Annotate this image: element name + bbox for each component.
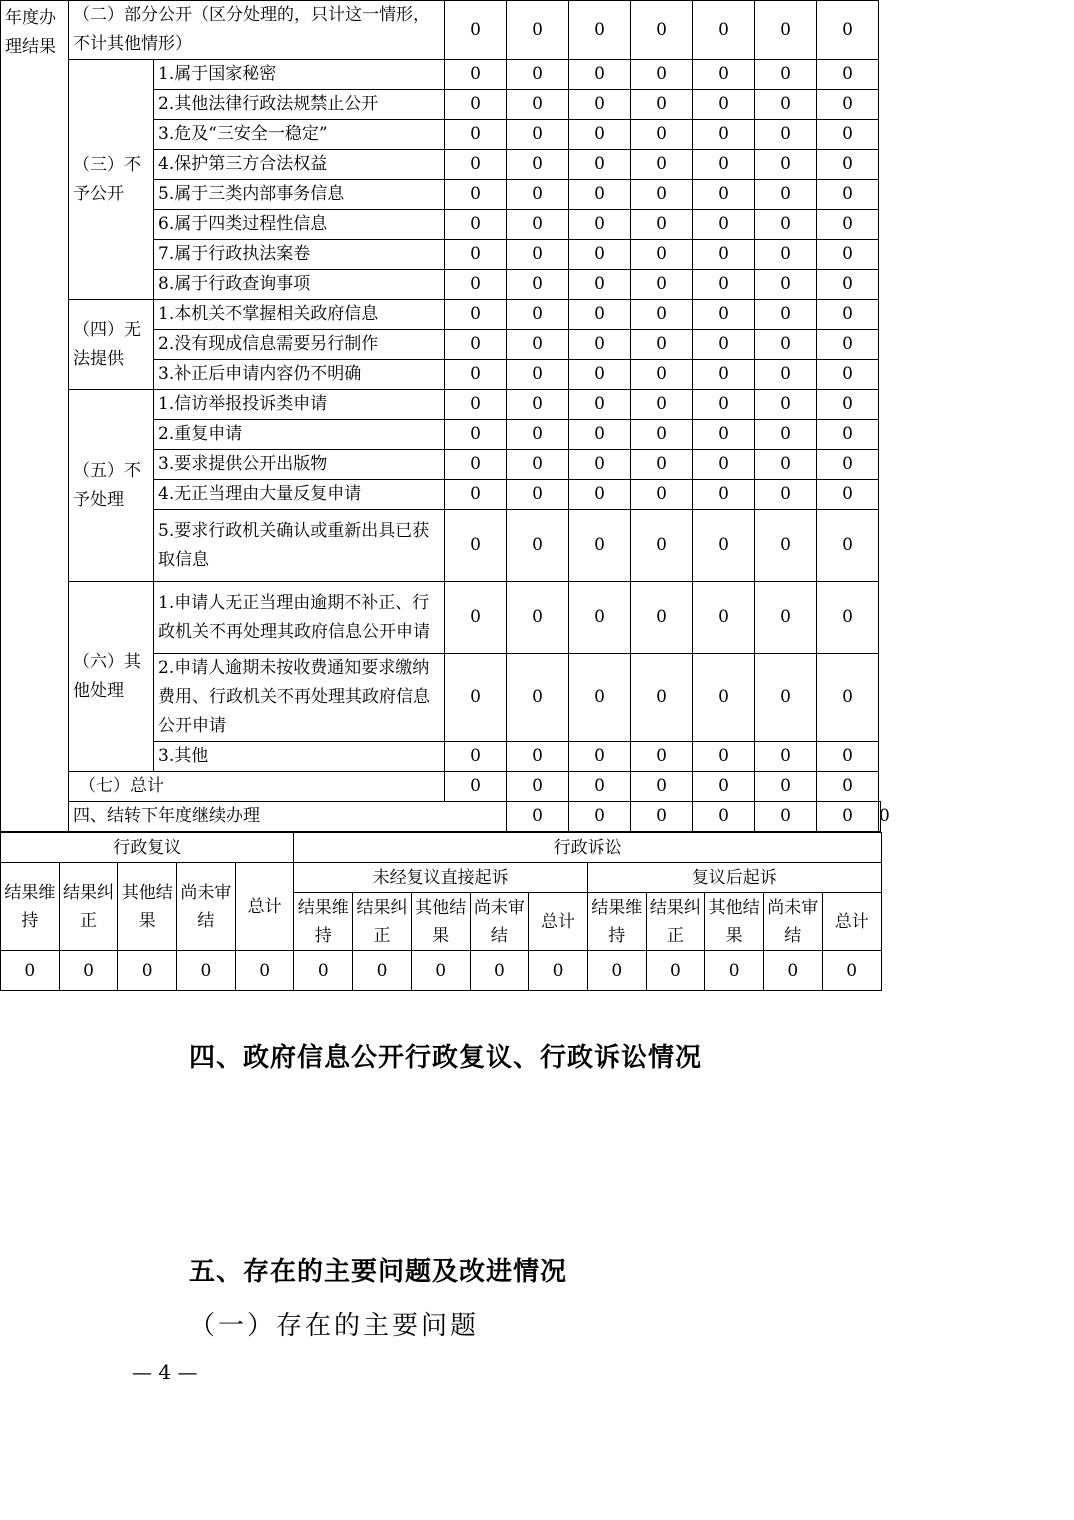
value-cell: 0 [445,120,507,150]
value-cell: 0 [879,802,881,832]
value-cell: 0 [507,180,569,210]
value-cell: 0 [569,450,631,480]
col-label: 其他结果 [411,893,470,951]
value-cell: 0 [755,390,817,420]
value-cell: 0 [631,300,693,330]
value-cell: 0 [445,180,507,210]
value-cell: 0 [755,90,817,120]
value-cell: 0 [631,450,693,480]
value-cell: 0 [569,240,631,270]
col-label: 其他结果 [705,893,764,951]
value-cell: 0 [507,120,569,150]
value-cell: 0 [445,210,507,240]
item-label: 2.申请人逾期未按收费通知要求缴纳费用、行政机关不再处理其政府信息公开申请 [154,654,445,742]
item-label: 3.危及“三安全一稳定” [154,120,445,150]
value-cell: 0 [755,240,817,270]
value-cell: 0 [507,60,569,90]
value-cell: 0 [445,654,507,742]
item-label: 8.属于行政查询事项 [154,270,445,300]
value-cell: 0 [445,450,507,480]
group-label-group_3: （三）不予公开 [69,60,154,300]
value-cell: 0 [822,951,881,991]
value-cell: 0 [693,90,755,120]
value-cell: 0 [755,450,817,480]
value-cell: 0 [569,300,631,330]
value-cell: 0 [817,582,879,654]
value-cell: 0 [569,90,631,120]
value-cell: 0 [817,360,879,390]
value-cell: 0 [693,802,755,832]
value-cell: 0 [817,210,879,240]
value-cell: 0 [693,420,755,450]
value-cell: 0 [693,180,755,210]
col-label: 结果纠正 [353,893,412,951]
value-cell: 0 [470,951,529,991]
value-cell: 0 [445,240,507,270]
partial-open-label: （二）部分公开（区分处理的，只计这一情形，不计其他情形） [69,1,445,60]
value-cell: 0 [817,654,879,742]
col-label: 其他结果 [118,863,177,951]
value-cell: 0 [693,300,755,330]
value-cell: 0 [817,90,879,120]
value-cell: 0 [445,270,507,300]
value-cell: 0 [631,582,693,654]
value-cell: 0 [763,951,822,991]
value-cell: 0 [507,240,569,270]
item-label: 1.信访举报投诉类申请 [154,390,445,420]
value-cell: 0 [631,510,693,582]
value-cell: 0 [755,772,817,802]
value-cell: 0 [569,420,631,450]
value-cell: 0 [631,150,693,180]
value-cell: 0 [1,951,60,991]
review-header: 行政复议 [1,833,294,863]
value-cell: 0 [569,480,631,510]
value-cell: 0 [569,654,631,742]
value-cell: 0 [445,510,507,582]
value-cell: 0 [631,240,693,270]
value-cell: 0 [755,60,817,90]
item-label: 5.属于三类内部事务信息 [154,180,445,210]
value-cell: 0 [353,951,412,991]
value-cell: 0 [529,951,588,991]
value-cell: 0 [411,951,470,991]
value-cell: 0 [693,120,755,150]
value-cell: 0 [569,210,631,240]
value-cell: 0 [817,180,879,210]
item-label: 3.补正后申请内容仍不明确 [154,360,445,390]
value-cell: 0 [693,270,755,300]
value-cell: 0 [445,330,507,360]
value-cell: 0 [755,1,817,60]
value-cell: 0 [507,654,569,742]
value-cell: 0 [755,210,817,240]
col-label: 结果纠正 [59,863,118,951]
annual-results-table [0,0,890,832]
value-cell: 0 [507,420,569,450]
row-header-text: 年度办理结果 [5,8,56,57]
value-cell: 0 [569,772,631,802]
value-cell: 0 [631,120,693,150]
item-label: 2.没有现成信息需要另行制作 [154,330,445,360]
value-cell: 0 [755,802,817,832]
value-cell: 0 [445,480,507,510]
value-cell: 0 [631,802,693,832]
value-cell: 0 [445,300,507,330]
after-review-header: 复议后起诉 [587,863,881,893]
value-cell: 0 [817,742,879,772]
section-5-title: 五、存在的主要问题及改进情况 [189,1257,568,1287]
value-cell: 0 [507,360,569,390]
value-cell: 0 [755,480,817,510]
col-label: 结果维持 [1,863,60,951]
value-cell: 0 [507,270,569,300]
value-cell: 0 [646,951,705,991]
direct-header: 未经复议直接起诉 [294,863,587,893]
value-cell: 0 [507,1,569,60]
value-cell: 0 [507,510,569,582]
value-cell: 0 [693,390,755,420]
value-cell: 0 [693,360,755,390]
col-label: 结果维持 [587,893,646,951]
value-cell: 0 [817,120,879,150]
row-header-label [1,1,69,832]
value-cell: 0 [755,120,817,150]
value-cell: 0 [755,330,817,360]
item-label: 2.重复申请 [154,420,445,450]
value-cell: 0 [507,300,569,330]
value-cell: 0 [631,772,693,802]
value-cell: 0 [693,582,755,654]
value-cell: 0 [569,510,631,582]
value-cell: 0 [445,582,507,654]
item-label: 4.保护第三方合法权益 [154,150,445,180]
value-cell: 0 [507,450,569,480]
value-cell: 0 [631,654,693,742]
value-cell: 0 [569,360,631,390]
item-label: 3.其他 [154,742,445,772]
value-cell: 0 [569,150,631,180]
value-cell: 0 [445,150,507,180]
value-cell: 0 [817,270,879,300]
item-label: 1.本机关不掌握相关政府信息 [154,300,445,330]
value-cell: 0 [693,654,755,742]
value-cell: 0 [631,60,693,90]
value-cell: 0 [693,240,755,270]
value-cell: 0 [631,90,693,120]
value-cell: 0 [569,60,631,90]
value-cell: 0 [755,742,817,772]
item-label: 2.其他法律行政法规禁止公开 [154,90,445,120]
value-cell: 0 [693,330,755,360]
col-label: 结果纠正 [646,893,705,951]
value-cell: 0 [693,772,755,802]
value-cell: 0 [817,60,879,90]
value-cell: 0 [507,390,569,420]
value-cell: 0 [507,742,569,772]
value-cell: 0 [817,510,879,582]
item-label: 3.要求提供公开出版物 [154,450,445,480]
review-litigation-table [0,832,882,991]
value-cell: 0 [507,150,569,180]
value-cell: 0 [631,180,693,210]
value-cell: 0 [569,330,631,360]
value-cell: 0 [569,582,631,654]
value-cell: 0 [445,742,507,772]
value-cell: 0 [817,330,879,360]
value-cell: 0 [817,480,879,510]
col-label: 结果维持 [294,893,353,951]
value-cell: 0 [755,180,817,210]
value-cell: 0 [177,951,236,991]
value-cell: 0 [445,90,507,120]
value-cell: 0 [569,180,631,210]
value-cell: 0 [631,742,693,772]
value-cell: 0 [693,150,755,180]
page-number: — 4 — [132,1360,198,1384]
group-label-group_4: （四）无法提供 [69,300,154,390]
col-label: 总计 [822,893,881,951]
value-cell: 0 [507,480,569,510]
value-cell: 0 [445,772,507,802]
value-cell: 0 [294,951,353,991]
item-label: 6.属于四类过程性信息 [154,210,445,240]
item-label: 7.属于行政执法案卷 [154,240,445,270]
value-cell: 0 [817,1,879,60]
value-cell: 0 [507,90,569,120]
value-cell: 0 [755,300,817,330]
value-cell: 0 [569,270,631,300]
value-cell: 0 [817,420,879,450]
col-label: 尚未审结 [470,893,529,951]
col-label: 尚未审结 [763,893,822,951]
value-cell: 0 [755,510,817,582]
value-cell: 0 [705,951,764,991]
value-cell: 0 [693,742,755,772]
value-cell: 0 [817,772,879,802]
litigation-header: 行政诉讼 [294,833,881,863]
value-cell: 0 [631,210,693,240]
value-cell: 0 [507,330,569,360]
value-cell: 0 [569,390,631,420]
value-cell: 0 [445,360,507,390]
value-cell: 0 [445,1,507,60]
item-label: 4.无正当理由大量反复申请 [154,480,445,510]
value-cell: 0 [631,330,693,360]
section-5-subtitle: （一）存在的主要问题 [189,1311,480,1341]
value-cell: 0 [693,210,755,240]
value-cell: 0 [631,480,693,510]
value-cell: 0 [445,60,507,90]
value-cell: 0 [507,210,569,240]
value-cell: 0 [631,1,693,60]
group-label-group_5: （五）不予处理 [69,390,154,582]
value-cell: 0 [693,60,755,90]
item-label: 5.要求行政机关确认或重新出具已获取信息 [154,510,445,582]
value-cell: 0 [755,420,817,450]
value-cell: 0 [755,582,817,654]
value-cell: 0 [631,270,693,300]
item-label: 1.申请人无正当理由逾期不补正、行政机关不再处理其政府信息公开申请 [154,582,445,654]
value-cell: 0 [817,802,879,832]
value-cell: 0 [118,951,177,991]
value-cell: 0 [507,582,569,654]
value-cell: 0 [755,654,817,742]
value-cell: 0 [817,390,879,420]
value-cell: 0 [817,150,879,180]
value-cell: 0 [631,390,693,420]
value-cell: 0 [569,802,631,832]
value-cell: 0 [817,450,879,480]
value-cell: 0 [693,450,755,480]
value-cell: 0 [755,360,817,390]
value-cell: 0 [569,1,631,60]
total-label: （七）总计 [69,772,445,802]
value-cell: 0 [507,802,569,832]
value-cell: 0 [693,510,755,582]
value-cell: 0 [445,390,507,420]
value-cell: 0 [817,300,879,330]
value-cell: 0 [755,150,817,180]
col-label: 总计 [529,893,588,951]
value-cell: 0 [569,742,631,772]
group-label-group_6: （六）其他处理 [69,582,154,772]
value-cell: 0 [693,1,755,60]
value-cell: 0 [235,951,294,991]
value-cell: 0 [631,420,693,450]
value-cell: 0 [693,480,755,510]
carry-over-label: 四、结转下年度继续办理 [69,802,507,832]
col-label: 尚未审结 [177,863,236,951]
value-cell: 0 [631,360,693,390]
value-cell: 0 [587,951,646,991]
value-cell: 0 [569,120,631,150]
value-cell: 0 [445,420,507,450]
value-cell: 0 [755,270,817,300]
col-label: 总计 [235,863,294,951]
value-cell: 0 [817,240,879,270]
value-cell: 0 [507,772,569,802]
section-4-title: 四、政府信息公开行政复议、行政诉讼情况 [189,1043,703,1073]
item-label: 1.属于国家秘密 [154,60,445,90]
value-cell: 0 [59,951,118,991]
